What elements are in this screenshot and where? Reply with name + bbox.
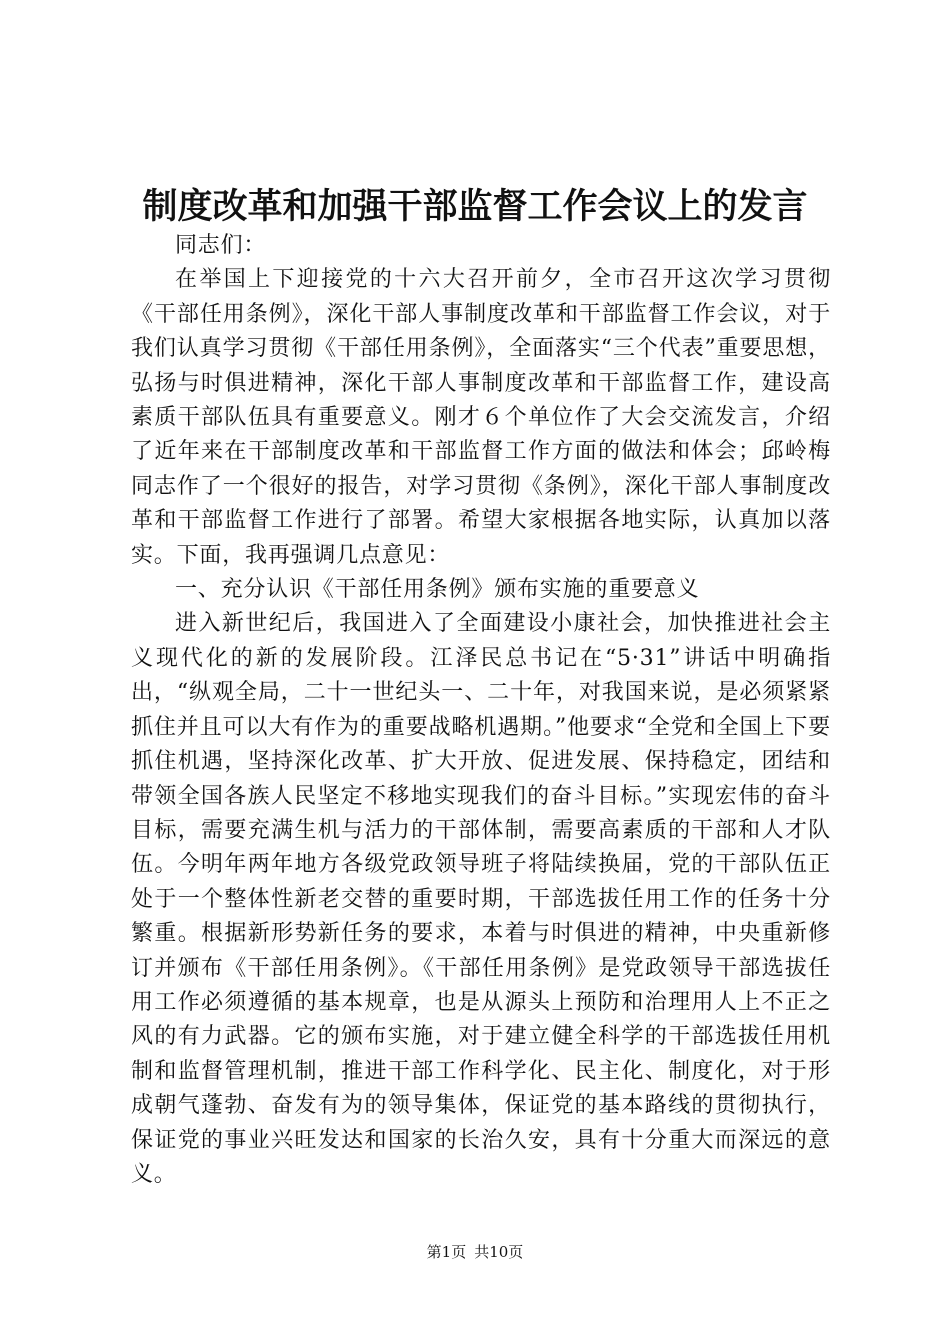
body-paragraph: 进入新世纪后，我国进入了全面建设小康社会，加快推进社会主义现代化的新的发展阶段。江泽民总书记在“5·31”讲话中明确指出，“纵观全局，二十一世纪头一、二十年，对我国来说，是必须紧紧抓住并且可以大有作为的重要战略机遇期。”他要求“全党和全国上下要抓住机遇，坚持深化改革、扩大开放、促进发展、保持稳定，团结和带领全国各族人民坚定不移地实现我们的奋斗目标。”实现宏伟的奋斗目标，需要充满生机与活力的干部体制，需要高素质的干部和人才队伍。今明年两年地方各级党政领导班子将陆续换届，党的干部队伍正处于一个整体性新老交替的重要时期，干部选拔任用工作的任务十分繁重。根据新形势新任务的要求，本着与时俱进的精神，中央重新修订并颁布《干部任用条例》。《干部任用条例》是党政领导干部选拔任用工作必须遵循的基本规章，也是从源头上预防和治理用人上不正之风的有力武器。它的颁布实施，对于建立健全科学的干部选拔任用机制和监督管理机制，推进干部工作科学化、民主化、制度化，对于形成朝气蓬勃、奋发有为的领导集体，保证党的基本路线的贯彻执行，保证党的事业兴旺发达和国家的长治久安，具有十分重大而深远的意义。 xyxy=(131,611,831,1187)
page-footer xyxy=(0,1242,950,1262)
page-number: 第1页 xyxy=(426,1243,467,1261)
document-title: 制度改革和加强干部监督工作会议上的发言 xyxy=(142,186,808,227)
salutation-paragraph: 同志们： xyxy=(175,233,267,258)
document-body xyxy=(131,229,831,1192)
intro-paragraph: 在举国上下迎接党的十六大召开前夕，全市召开这次学习贯彻《干部任用条例》，深化干部人事制度改革和干部监督工作会议，对于我们认真学习贯彻《干部任用条例》，全面落实“三个代表”重要思想，弘扬与时俱进精神，深化干部人事制度改革和干部监督工作，建设高素质干部队伍具有重要意义。刚才６个单位作了大会交流发言，介绍了近年来在干部制度改革和干部监督工作方面的做法和体会；邱岭梅同志作了一个很好的报告，对学习贯彻《条例》，深化干部人事制度改革和干部监督工作进行了部署。希望大家根据各地实际，认真加以落实。下面，我再强调几点意见： xyxy=(131,267,831,568)
section-heading: 一、充分认识《干部任用条例》颁布实施的重要意义 xyxy=(175,577,700,603)
page-total: 共10页 xyxy=(474,1243,524,1261)
